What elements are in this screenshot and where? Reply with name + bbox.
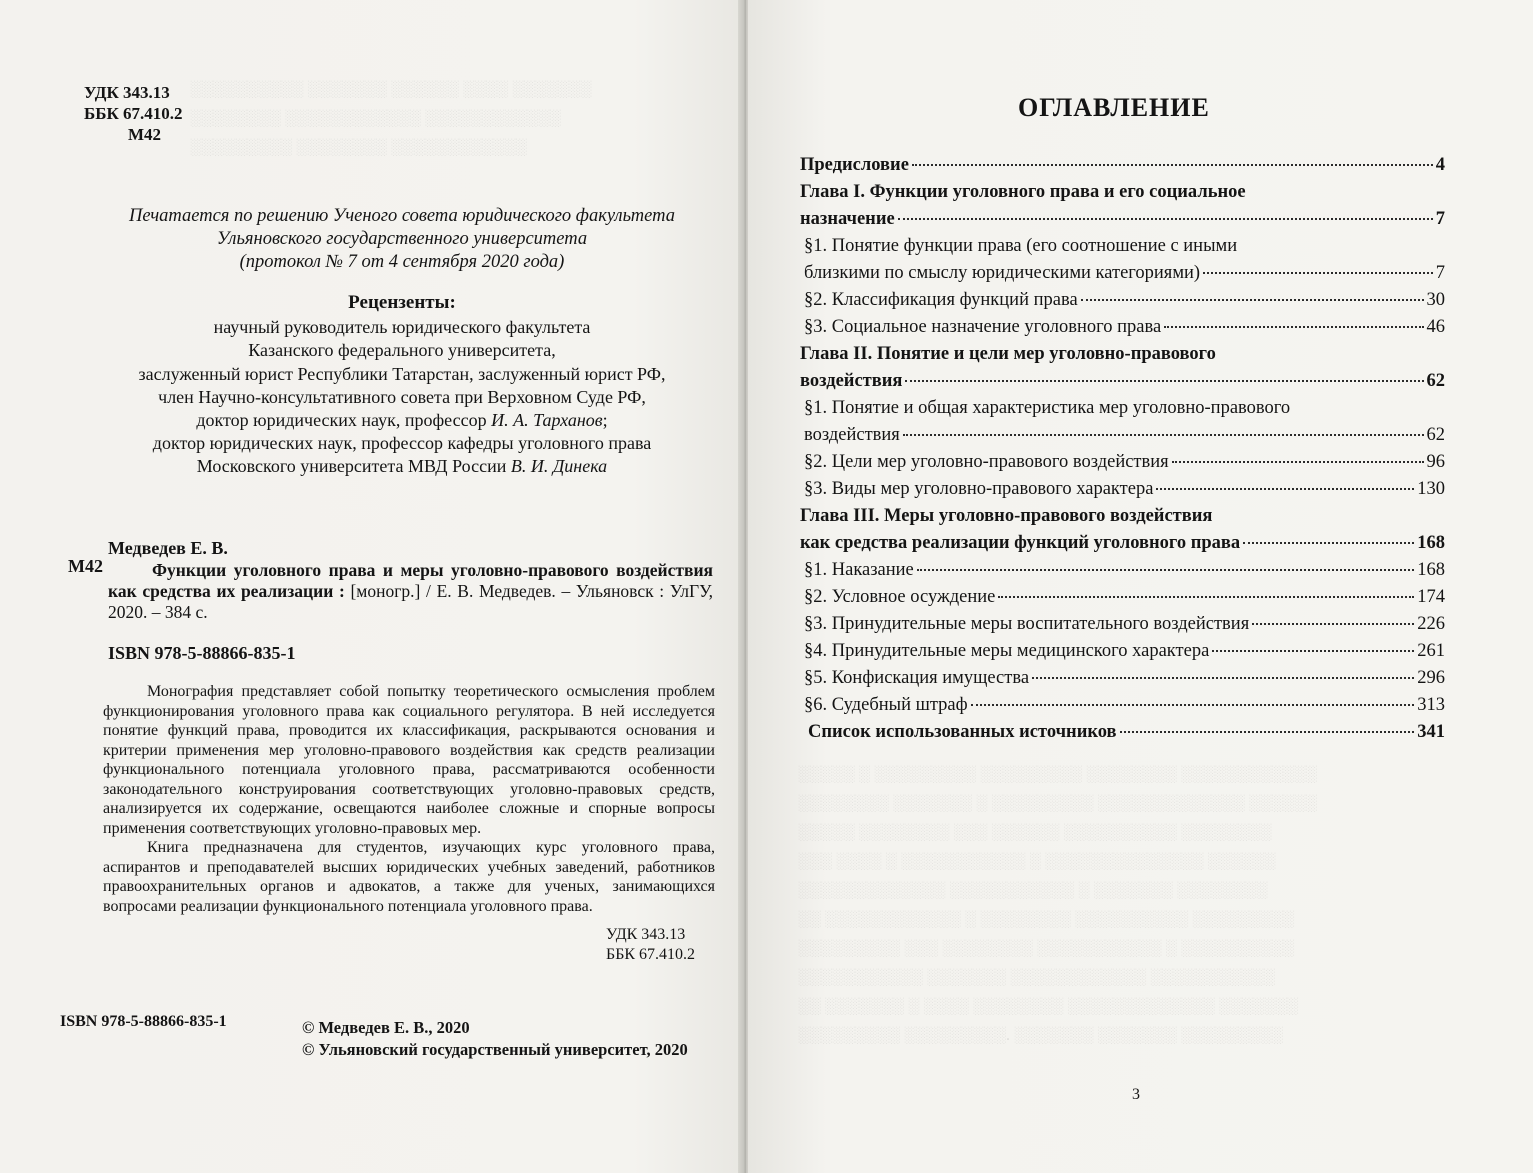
toc-leader	[917, 569, 1414, 571]
toc-leader	[1081, 299, 1424, 301]
toc-entry-section-2-1[interactable]	[800, 425, 1445, 452]
left-page	[0, 0, 745, 1173]
bibliographic-description	[108, 560, 713, 623]
toc-entry-section-2-3[interactable]	[800, 479, 1445, 506]
toc-entry-preface[interactable]	[800, 155, 1445, 182]
reviewer-line	[96, 455, 708, 478]
toc-leader	[1120, 731, 1415, 733]
toc-chapter-1-title: Глава I. Функции уголовного права и его социальное	[800, 182, 1246, 202]
approval-line: Печатается по решению Ученого совета юридического факультета	[129, 206, 675, 226]
toc-leader	[971, 704, 1415, 706]
toc-entry-label: §1. Наказание	[804, 560, 914, 580]
toc-page-number: 30	[1426, 290, 1445, 310]
toc-entry-label: §4. Принудительные меры медицинского характера	[804, 641, 1210, 661]
toc-chapter-2-title: Глава II. Понятие и цели мер уголовно-правового	[800, 344, 1216, 364]
toc-page-number: 313	[1417, 695, 1445, 715]
toc-leader	[1252, 623, 1414, 625]
toc-page-number: 62	[1426, 371, 1445, 391]
toc-entry-chapter-3[interactable]	[800, 533, 1445, 560]
toc-page-number: 174	[1417, 587, 1445, 607]
approval-line: (протокол № 7 от 4 сентября 2020 года)	[239, 252, 565, 272]
udk-code: УДК 343.13	[84, 83, 170, 102]
toc-entry-section-3-5[interactable]	[800, 668, 1445, 695]
approval-line: Ульяновского государственного университета	[216, 229, 588, 249]
toc-leader	[903, 434, 1424, 436]
bottom-classification-codes	[606, 925, 695, 965]
toc-entry-label: Предисловие	[800, 155, 909, 175]
reviewer-line: доктор юридических наук, профессор кафедры уголовного права	[152, 433, 652, 454]
publication-approval	[96, 205, 708, 274]
toc-entry-label: воздействия	[800, 371, 903, 391]
toc-page-number: 130	[1417, 479, 1445, 499]
reviewers-block	[96, 291, 708, 479]
toc-page-number: 7	[1435, 263, 1445, 283]
toc-page-number: 261	[1417, 641, 1445, 661]
abstract-paragraph: Книга предназначена для студентов, изучающих курс уголовного права, аспирантов и преподавателей высших юридических учебных заведений, работников правоохранительных органов и адвокатов, а также для ученых, занимающихся вопросами реализации функционального потенциала уголовного права.	[103, 839, 715, 915]
toc-entry-label: Список использованных источников	[808, 722, 1117, 742]
reviewer-line	[96, 409, 708, 432]
reviewer-line: член Научно-консультативного совета при Верховном Суде РФ,	[158, 386, 646, 407]
toc-entry-section-1-2[interactable]	[800, 290, 1445, 317]
bleed-through-text: ░░░░░ ░ ░░░░░░░░░ ░░░░░░░░░ ░░░░░░░░ ░░░░░░░░░░░░ ░░░░░░░░ ░░░░░░░ ░ ░░░░░░░░░ ░░░░░░░░░░░░░ ░░░░░░ ░░░░░ ░░░░░░░░ ░░░ ░░░░░░ ░░░░░░░░░░ ░░░░░░░░ ░░░ ░░░░ ░ ░░░░░░░░░░░ ░ ░░░░░░░░░░░░░░ ░░░░░░ ░░░░░░░░░░░░░ ░░░░░░░░░░░ ░ ░░░░░░░ ░░░░░░░░ ░░ ░░░░░░░░░░░░ ░ ░░░░░░░░ ░░░░░░░░░░ ░░░░░░░░░ ░░░░░░░░░ ░░░ ░░░░░░░░ ░░░░░░░░░░░ ░ ░░░░░░░░░░ ░░░░░░░░░░░ ░░░░░░░ ░░░░░░░░░░░░ ░░░░░░░░░░░ ░░ ░░░░░░░ ░ ░░░░ ░░░░░░░░ ░░░░░░░░░░░░░ ░░░░░░░ ░░░░░░░░░ ░░░░░░░░░. ░░░░░░░ ░░░░░░░ ░░░░░░░░░	[798, 766, 1317, 1044]
isbn: ISBN 978-5-88866-835-1	[108, 643, 296, 663]
toc-leader	[1032, 677, 1414, 679]
bleed-through-text: ░░░░░░░░░░ ░░░░░░░ ░░░░░░ ░░░░ ░░░░░░░ ░░░░░░░░ ░░░░░░░░░░░░ ░░░░░░░░░░░░ ░░░░░░░░░ ░░░░░░░░ ░░░░░░░░░░░░	[190, 81, 592, 156]
isbn-footer: ISBN 978-5-88866-835-1	[60, 1013, 227, 1030]
toc-entry-section-3-3[interactable]	[800, 614, 1445, 641]
toc-leader	[1203, 272, 1433, 274]
toc-entry-section-1-3[interactable]	[800, 317, 1445, 344]
toc-page-number: 62	[1426, 425, 1445, 445]
reviewer-affiliation: Московского университета МВД России	[196, 456, 507, 477]
toc-entry-label: §2. Классификация функций права	[804, 290, 1078, 310]
abstract-paragraph: Монография представляет собой попытку теоретического осмысления проблем функционирования уголовного права как социального регулятора. В ней исследуется понятие функций права, проводится их классификация, раскрываются основания и критерии применения мер уголовно-правового воздействия как средств реализации функционального потенциала уголовного права, рассматриваются особенности законодательного конструирования соответствующих уголовно-правовых средств, анализируется их содержание, освещаются наиболее сложные и спорные вопросы применения соответствующих уголовно-правовых мер.	[103, 683, 715, 837]
reviewer-suffix: ;	[602, 410, 608, 431]
toc-entry-label: §6. Судебный штраф	[804, 695, 968, 715]
toc-entry-section-1-1[interactable]	[800, 263, 1445, 290]
reviewers-heading: Рецензенты:	[348, 292, 456, 313]
reviewer-name: В. И. Динека	[510, 456, 608, 477]
toc-entry-label: §3. Виды мер уголовно-правового характера	[804, 479, 1154, 499]
toc-page-number: 4	[1435, 155, 1445, 175]
toc-entry-label: близкими по смыслу юридическими категориями)	[804, 263, 1201, 283]
bbk-code-bottom: ББК 67.410.2	[606, 946, 696, 963]
reviewer-title: доктор юридических наук, профессор	[196, 410, 487, 431]
toc-entry-section-3-4[interactable]	[800, 641, 1445, 668]
udk-code-bottom: УДК 343.13	[606, 926, 686, 943]
toc-leader	[1243, 542, 1414, 544]
table-of-contents	[800, 155, 1445, 749]
toc-entry-sources[interactable]	[800, 722, 1445, 749]
page-number: 3	[1132, 1086, 1140, 1103]
toc-page-number: 96	[1426, 452, 1445, 472]
toc-entry-label: §3. Принудительные меры воспитательного воздействия	[804, 614, 1250, 634]
toc-entry-section-3-2[interactable]	[800, 587, 1445, 614]
copyright-block	[302, 1017, 688, 1061]
toc-page-number: 341	[1417, 722, 1445, 742]
toc-entry-label: §2. Цели мер уголовно-правового воздействия	[804, 452, 1169, 472]
toc-chapter-3-title: Глава III. Меры уголовно-правового воздействия	[800, 506, 1213, 526]
toc-entry-label: §2. Условное осуждение	[804, 587, 996, 607]
abstract	[103, 682, 715, 916]
toc-section-1-1-title: §1. Понятие функции права (его соотношение с иными	[804, 236, 1238, 256]
author-name: Медведев Е. В.	[108, 538, 228, 558]
toc-leader	[1156, 488, 1414, 490]
toc-entry-chapter-2[interactable]	[800, 371, 1445, 398]
toc-page-number: 226	[1417, 614, 1445, 634]
reviewer-line: научный руководитель юридического факультета	[213, 317, 591, 338]
book-title: Функции уголовного права и меры уголовно-правового воздействия как средства их реализации :	[108, 560, 713, 601]
toc-leader	[905, 380, 1423, 382]
book-details: [моногр.] / Е. В. Медведев. – Ульяновск : УлГУ, 2020. – 384 с.	[108, 581, 713, 622]
toc-page-number: 168	[1417, 560, 1445, 580]
toc-page-number: 296	[1417, 668, 1445, 688]
toc-entry-label: §3. Социальное назначение уголовного права	[804, 317, 1162, 337]
copyright-university: © Ульяновский государственный университет, 2020	[302, 1040, 688, 1059]
toc-leader	[1212, 650, 1414, 652]
toc-leader	[998, 596, 1414, 598]
copyright-author: © Медведев Е. В., 2020	[302, 1018, 470, 1037]
toc-page-number: 46	[1426, 317, 1445, 337]
toc-entry-chapter-1[interactable]	[800, 209, 1445, 236]
toc-leader	[912, 164, 1433, 166]
toc-entry-section-3-1[interactable]	[800, 560, 1445, 587]
toc-section-2-1-title: §1. Понятие и общая характеристика мер уголовно-правового	[804, 398, 1291, 418]
toc-entry-label: как средства реализации функций уголовного права	[800, 533, 1241, 553]
reviewer-line: заслуженный юрист Республики Татарстан, заслуженный юрист РФ,	[138, 363, 666, 384]
toc-entry-label: назначение	[800, 209, 895, 229]
toc-entry-section-3-6[interactable]	[800, 695, 1445, 722]
toc-entry-section-2-2[interactable]	[800, 452, 1445, 479]
reviewer-name: И. А. Тарханов	[491, 410, 603, 431]
author-mark: М42	[128, 125, 162, 144]
toc-page-number: 7	[1435, 209, 1445, 229]
reviewer-line: Казанского федерального университета,	[248, 340, 556, 361]
toc-entry-label: §5. Конфискация имущества	[804, 668, 1030, 688]
toc-page-number: 168	[1417, 533, 1445, 553]
side-author-mark: М42	[68, 556, 103, 576]
toc-title: ОГЛАВЛЕНИЕ	[1018, 93, 1210, 122]
toc-leader	[1164, 326, 1423, 328]
classification-codes	[84, 82, 183, 145]
toc-leader	[898, 218, 1433, 220]
bbk-code: ББК 67.410.2	[84, 104, 183, 123]
toc-leader	[1172, 461, 1424, 463]
toc-entry-label: воздействия	[804, 425, 900, 445]
